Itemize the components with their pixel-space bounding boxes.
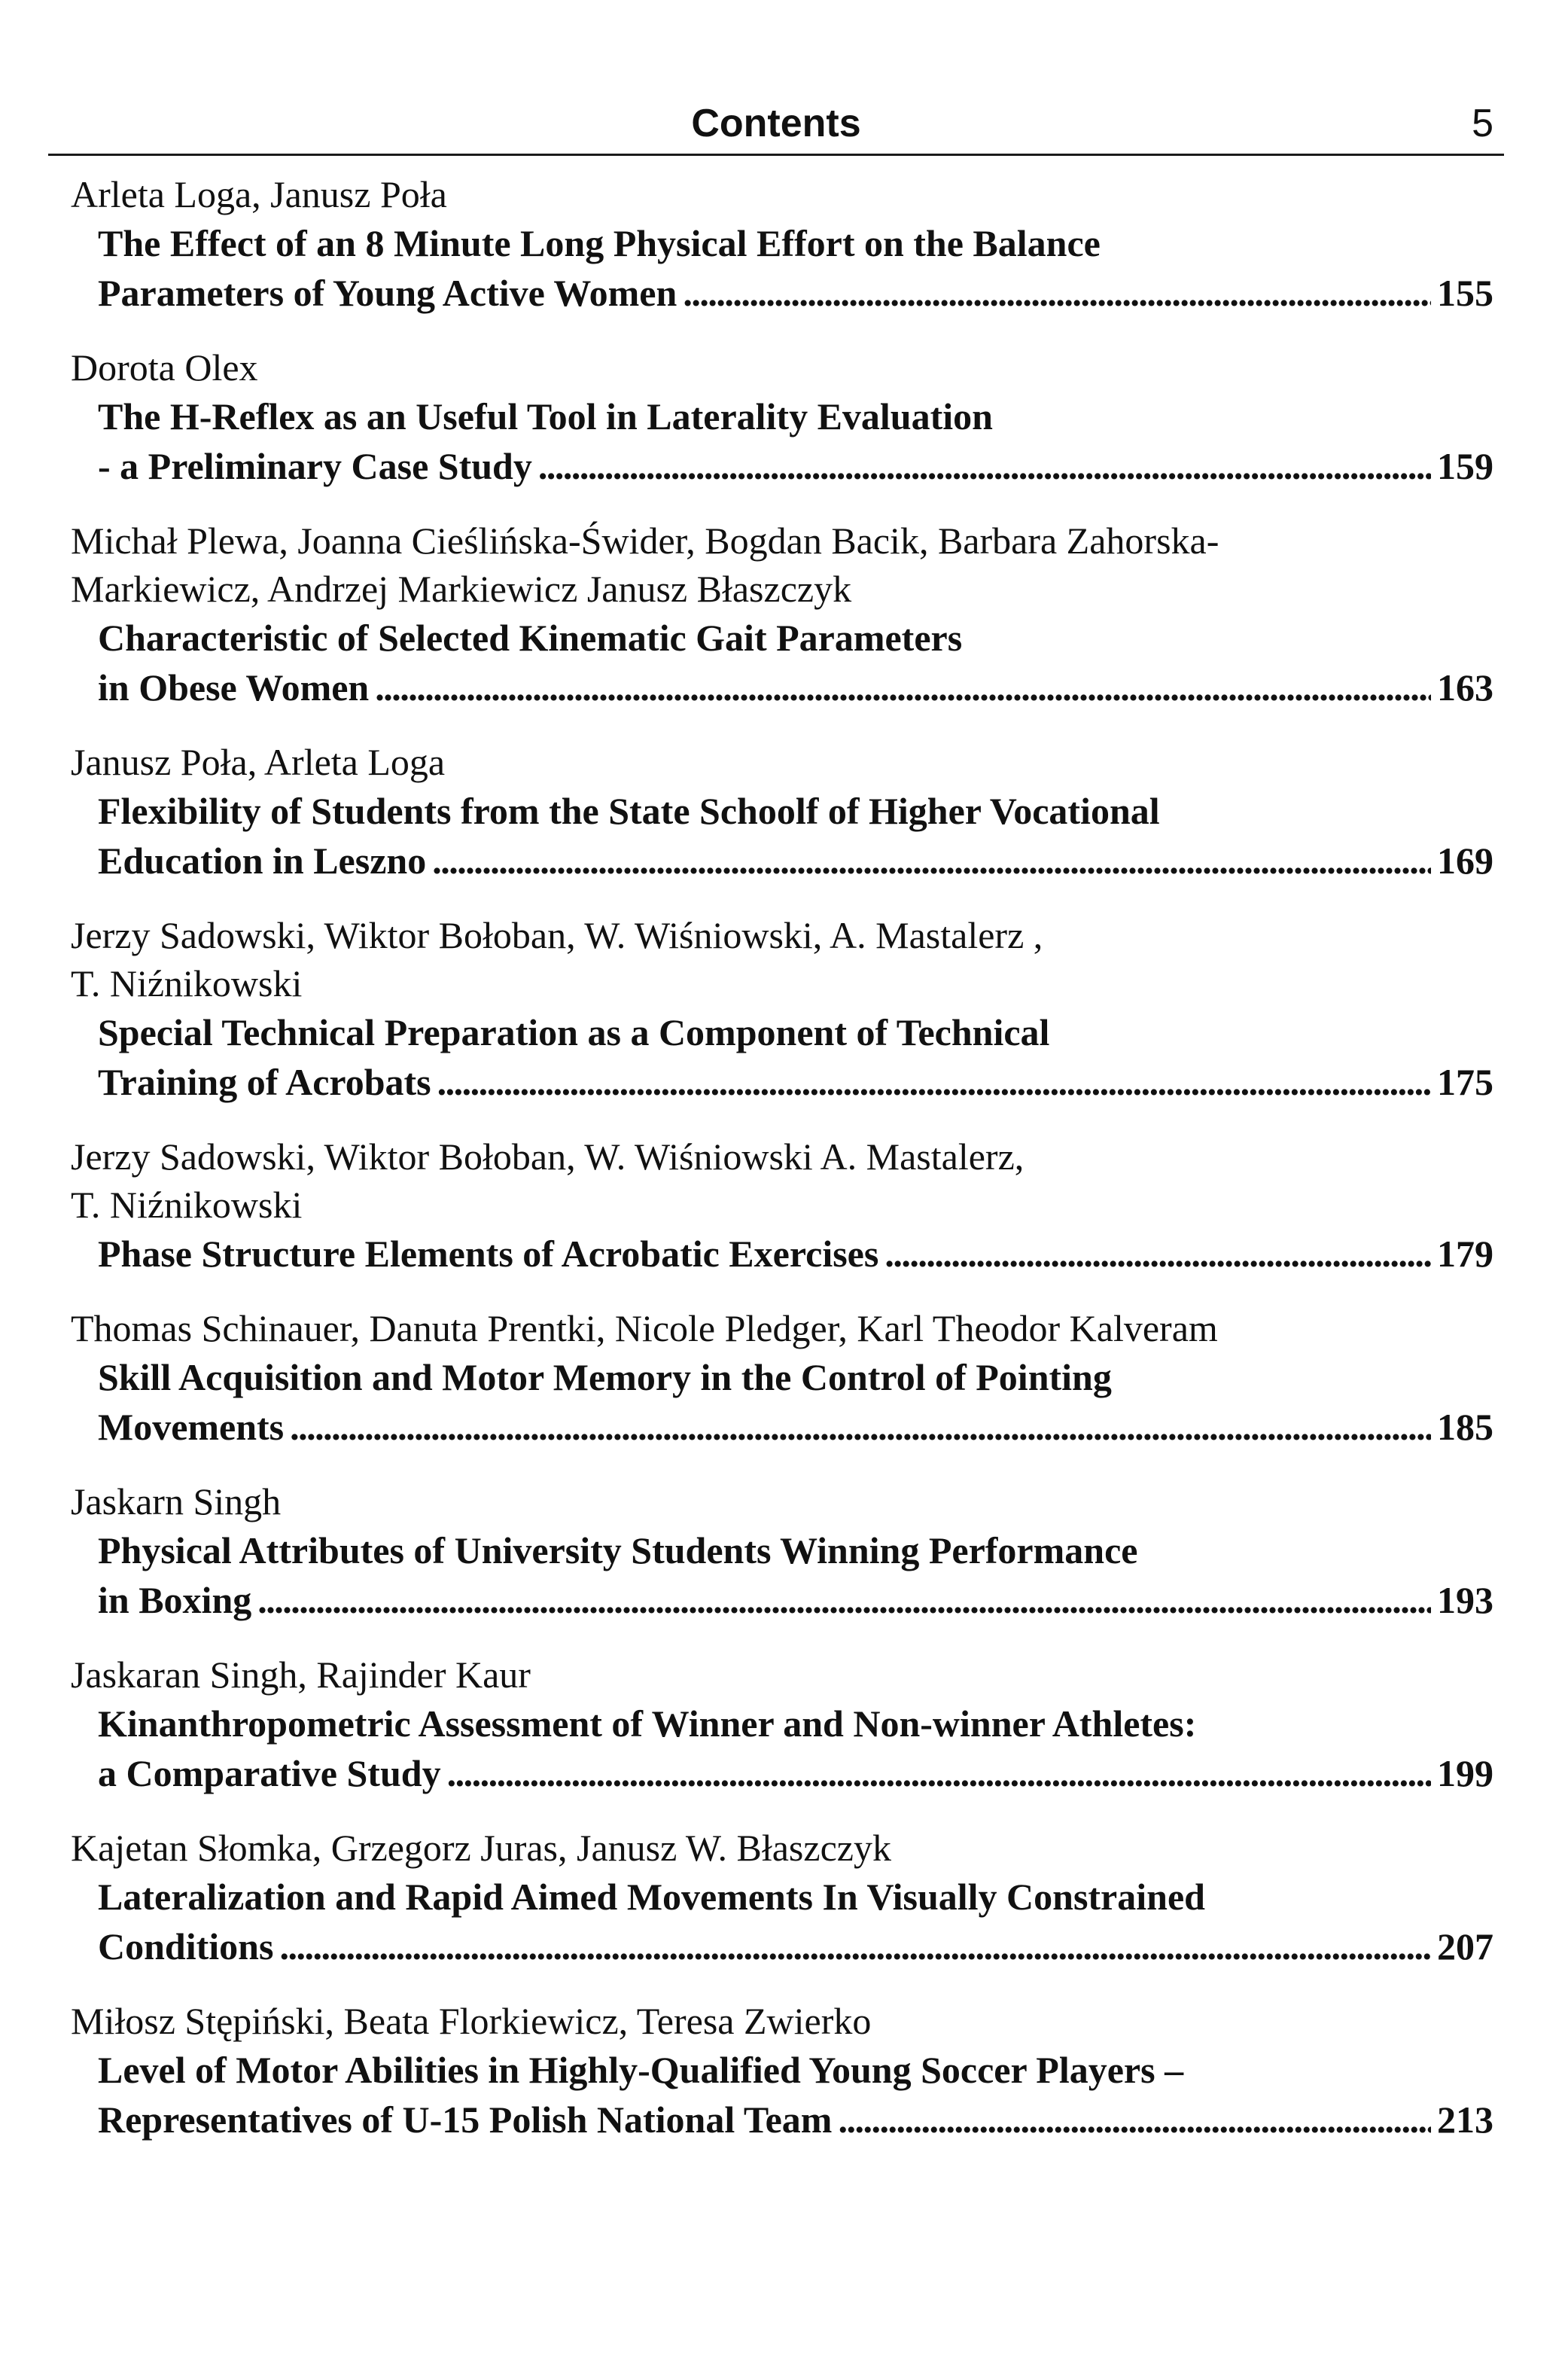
entry-page-number: 163 xyxy=(1437,666,1493,709)
toc-entry xyxy=(71,738,1493,885)
dot-leader xyxy=(884,1229,1431,1279)
entry-authors-continued: T. Niźnikowski xyxy=(71,962,303,1004)
entry-page-number: 193 xyxy=(1437,1579,1493,1621)
entry-title xyxy=(71,1699,1493,1798)
dot-leader xyxy=(290,1402,1431,1452)
entry-title-text: in Obese Women xyxy=(98,666,370,709)
dot-leader xyxy=(432,836,1431,885)
entry-title-last-line xyxy=(98,663,1493,712)
entry-title-line: Characteristic of Selected Kinematic Gait Parameters xyxy=(98,617,963,659)
entry-title-line: Kinanthropometric Assessment of Winner and Non-winner Athletes: xyxy=(98,1702,1197,1745)
entry-title-text: Representatives of U-15 Polish National Team xyxy=(98,2098,833,2141)
entry-title-text: Movements xyxy=(98,1406,285,1448)
entry-page-number: 175 xyxy=(1437,1061,1493,1103)
entry-authors: Miłosz Stępiński, Beata Florkiewicz, Teresa Zwierko xyxy=(71,2000,872,2042)
entry-title-line: Flexibility of Students from the State Schoolf of Higher Vocational xyxy=(98,790,1160,832)
entry-title-last-line xyxy=(98,2095,1493,2144)
entry-title xyxy=(71,786,1493,885)
entry-title-last-line xyxy=(98,1748,1493,1798)
entry-authors-continued: Markiewicz, Andrzej Markiewicz Janusz Błaszczyk xyxy=(71,568,852,610)
entry-title-last-line xyxy=(98,441,1493,491)
entry-title xyxy=(71,2045,1493,2144)
page-number: 5 xyxy=(1472,102,1493,145)
toc-entry xyxy=(71,1824,1493,1971)
entry-title-line: Skill Acquisition and Motor Memory in the Control of Pointing xyxy=(98,1356,1112,1398)
entry-title-line: Lateralization and Rapid Aimed Movements In Visually Constrained xyxy=(98,1876,1205,1918)
entry-page-number: 169 xyxy=(1437,840,1493,882)
entry-authors: Arleta Loga, Janusz Poła xyxy=(71,173,447,215)
entry-title-line: Special Technical Preparation as a Component of Technical xyxy=(98,1011,1050,1053)
toc-entry xyxy=(71,1132,1493,1279)
entry-title-text: in Boxing xyxy=(98,1579,252,1621)
entry-authors: Thomas Schinauer, Danuta Prentki, Nicole Pledger, Karl Theodor Kalveram xyxy=(71,1307,1218,1349)
entry-title-line: The H-Reflex as an Useful Tool in Laterality Evaluation xyxy=(98,395,993,437)
entry-authors: Jaskarn Singh xyxy=(71,1480,282,1522)
entry-page-number: 185 xyxy=(1437,1406,1493,1448)
entry-authors: Dorota Olex xyxy=(71,346,258,389)
entry-title-text: Parameters of Young Active Women xyxy=(98,272,677,314)
toc-entry xyxy=(71,170,1493,318)
entry-title xyxy=(71,1525,1493,1625)
entry-authors: Jerzy Sadowski, Wiktor Bołoban, W. Wiśniowski A. Mastalerz, xyxy=(71,1135,1025,1178)
dot-leader xyxy=(447,1748,1431,1798)
entry-title-last-line xyxy=(98,268,1493,318)
entry-title-text: - a Preliminary Case Study xyxy=(98,445,532,487)
entry-title-last-line xyxy=(98,1402,1493,1452)
dot-leader xyxy=(375,663,1431,712)
dot-leader xyxy=(838,2095,1431,2144)
page-title: Contents xyxy=(691,102,861,145)
entry-title-line: Physical Attributes of University Students Winning Performance xyxy=(98,1529,1138,1571)
entry-authors: Janusz Poła, Arleta Loga xyxy=(71,741,446,783)
entry-title-last-line xyxy=(98,836,1493,885)
entry-page-number: 179 xyxy=(1437,1233,1493,1275)
entry-authors: Jaskaran Singh, Rajinder Kaur xyxy=(71,1654,531,1696)
dot-leader xyxy=(279,1922,1431,1971)
toc-entry xyxy=(71,1997,1493,2144)
entry-title xyxy=(71,1872,1493,1971)
running-header xyxy=(48,89,1504,156)
entry-authors-continued: T. Niźnikowski xyxy=(71,1184,303,1226)
dot-leader xyxy=(683,268,1431,318)
entry-title-last-line xyxy=(98,1229,1493,1279)
entry-title xyxy=(71,613,1493,712)
entry-title xyxy=(71,218,1493,318)
table-of-contents xyxy=(71,170,1493,2170)
entry-authors: Michał Plewa, Joanna Cieślińska-Świder, Bogdan Bacik, Barbara Zahorska- xyxy=(71,520,1219,562)
entry-title-text: Education in Leszno xyxy=(98,840,427,882)
entry-title xyxy=(71,1007,1493,1107)
entry-page-number: 159 xyxy=(1437,445,1493,487)
entry-title-text: Conditions xyxy=(98,1925,274,1967)
entry-title-line: The Effect of an 8 Minute Long Physical Effort on the Balance xyxy=(98,222,1101,264)
toc-entry xyxy=(71,517,1493,712)
toc-entry xyxy=(71,1650,1493,1798)
toc-entry xyxy=(71,343,1493,491)
entry-title-last-line xyxy=(98,1575,1493,1625)
entry-title-text: Training of Acrobats xyxy=(98,1061,431,1103)
entry-title-text: Phase Structure Elements of Acrobatic Exercises xyxy=(98,1233,879,1275)
entry-page-number: 155 xyxy=(1437,272,1493,314)
entry-title-line: Level of Motor Abilities in Highly-Qualified Young Soccer Players – xyxy=(98,2049,1184,2091)
entry-authors: Kajetan Słomka, Grzegorz Juras, Janusz W. Błaszczyk xyxy=(71,1827,891,1869)
toc-entry xyxy=(71,911,1493,1107)
dot-leader xyxy=(538,441,1431,491)
entry-title-text: a Comparative Study xyxy=(98,1752,441,1794)
dot-leader xyxy=(437,1057,1431,1107)
entry-title-last-line xyxy=(98,1922,1493,1971)
entry-title-last-line xyxy=(98,1057,1493,1107)
toc-entry xyxy=(71,1304,1493,1452)
entry-page-number: 199 xyxy=(1437,1752,1493,1794)
toc-entry xyxy=(71,1477,1493,1625)
entry-page-number: 213 xyxy=(1437,2098,1493,2141)
entry-title xyxy=(71,1352,1493,1452)
entry-authors: Jerzy Sadowski, Wiktor Bołoban, W. Wiśniowski, A. Mastalerz , xyxy=(71,914,1043,956)
entry-title xyxy=(71,1229,1493,1279)
entry-page-number: 207 xyxy=(1437,1925,1493,1967)
dot-leader xyxy=(257,1575,1431,1625)
entry-title xyxy=(71,392,1493,491)
